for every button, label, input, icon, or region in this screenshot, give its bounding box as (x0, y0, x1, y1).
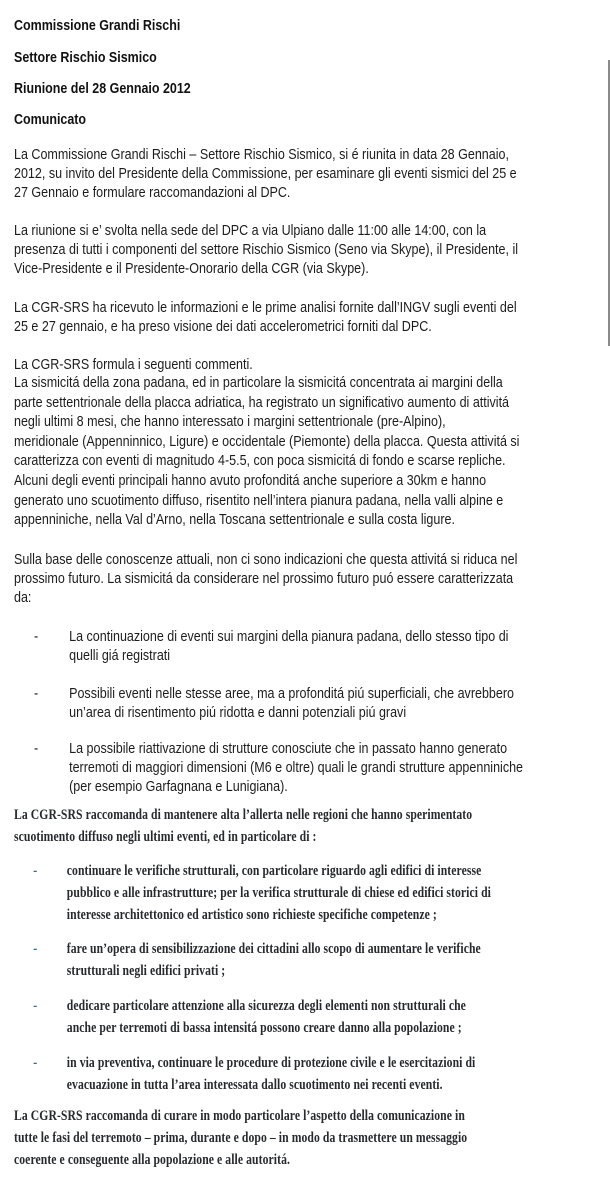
list-line: evacuazione in tutta l’area interessata dallo scuotimento nei recenti eventi. (66, 1077, 443, 1093)
paragraph-line: La CGR-SRS raccomanda di mantenere alta l’allerta nelle regioni che hanno sperimentato (14, 807, 473, 823)
paragraph-line: 27 Gennaio e formulare raccomandazioni al DPC. (14, 184, 291, 202)
paragraph-line: meridionale (Appenninnico, Ligure) e occidentale (Piemonte) della placca. Questa attivitá si (14, 432, 520, 450)
heading-sector: Settore Rischio Sismico (14, 50, 157, 66)
list-bullet: - (34, 740, 39, 757)
list-line: fare un’opera di sensibilizzazione dei cittadini allo scopo di aumentare le verifiche (66, 941, 481, 957)
list-bullet: - (33, 1055, 38, 1071)
list-line: La continuazione di eventi sui margini della pianura padana, dello stesso tipo di (69, 628, 509, 645)
paragraph-line: Alcuni degli eventi principali hanno avuto profonditá anche superiore a 30km e hanno (14, 471, 487, 489)
paragraph-line: negli ultimi 8 mesi, che hanno interessato i margini settentrionale (pre-Alpino), (14, 413, 446, 431)
paragraph-line: scuotimento diffuso negli ultimi eventi, ed in particolare di : (14, 829, 317, 845)
paragraph-line: generato uno scuotimento diffuso, risentito nell’intera pianura padana, nella valli alpine e (14, 491, 504, 509)
paragraph-line: 2012, su invito del Presidente della Commissione, per esaminare gli eventi sismici del 25 e (14, 165, 517, 183)
paragraph-line: La sismicitá della zona padana, ed in particolare la sismicitá concentrata ai margini della (14, 374, 503, 391)
list-line: un’area di risentimento piú ridotta e danni potenziali piú gravi (69, 704, 407, 722)
paragraph-line: coerente e conseguente alla popolazione e alle autoritá. (14, 1152, 290, 1168)
list-bullet: - (33, 998, 38, 1014)
paragraph-line: tutte le fasi del terremoto – prima, durante e dopo – in modo da trasmettere un messaggio (14, 1130, 468, 1146)
paragraph-line: La CGR-SRS ha ricevuto le informazioni e le prime analisi fornite dall’INGV sugli eventi del (14, 299, 517, 316)
list-line: (per esempio Garfagnana e Lunigiana). (69, 778, 288, 796)
list-line: interesse architettonico ed artistico sono richieste specifiche competenze ; (66, 907, 437, 923)
paragraph-line: presenza di tutti i componenti del settore Rischio Sismico (Seno via Skype), il Presidente, il (14, 241, 519, 259)
list-line: strutturali negli edifici privati ; (66, 963, 226, 979)
paragraph-closing (14, 1105, 558, 1171)
list-line: Possibili eventi nelle stesse aree, ma a profonditá piú superficiali, che avrebbero (69, 685, 514, 702)
paragraph-line: da: (14, 589, 32, 607)
paragraph-line: Sulla base delle conoscenze attuali, non ci sono indicazioni che questa attivitá si riduca nel (14, 551, 518, 568)
heading-commission: Commissione Grandi Rischi (14, 18, 181, 34)
paragraph-line: La CGR-SRS formula i seguenti commenti. (14, 356, 253, 373)
list-line: pubblico e alle infrastrutture; per la verifica strutturale di chiese ed edifici storici di (66, 885, 491, 901)
paragraph-line: parte settentrionale della placca adriatica, ha registrato un significativo aumento di attivitá (14, 393, 510, 411)
paragraph-line: 25 e 27 gennaio, e ha preso visione dei dati accelerometrici forniti dal DPC. (14, 318, 432, 336)
list-line: dedicare particolare attenzione alla sicurezza degli elementi non strutturali che (66, 998, 466, 1014)
list-line: continuare le verifiche strutturali, con particolare riguardo agli edifici di interesse (66, 863, 482, 879)
paragraph-line: La CGR-SRS raccomanda di curare in modo particolare l’aspetto della comunicazione in (14, 1108, 465, 1124)
paragraph-line: prossimo futuro. La sismicitá da considerare nel prossimo futuro puó essere caratterizzata (14, 570, 514, 588)
paragraph-line: caratterizza con eventi di magnitudo 4-5.5, con poca sismicitá di fondo e scarse repliche. (14, 452, 506, 470)
list-line: terremoti di maggiori dimensioni (M6 e oltre) quali le grandi strutture appenniniche (69, 759, 524, 777)
page-edge-line (608, 60, 610, 346)
paragraph-intro (14, 145, 582, 203)
paragraph-line: La riunione si e’ svolta nella sede del DPC a via Ulpiano dalle 11:00 alle 14:00, con la (14, 222, 487, 239)
list-bullet: - (33, 863, 38, 879)
list-bullet: - (33, 941, 38, 957)
heading-meeting-date: Riunione del 28 Gennaio 2012 (14, 81, 191, 97)
paragraph-seismicity (14, 373, 582, 530)
paragraph-forecast (14, 550, 582, 608)
paragraph-line: appenniniche, nella Val d’Arno, nella Toscana settentrionale e sulla costa ligure. (14, 511, 455, 529)
list-line: in via preventiva, continuare le procedure di protezione civile e le esercitazioni di (66, 1055, 476, 1071)
paragraph-line: Vice-Presidente e il Presidente-Onorario della CGR (via Skype). (14, 260, 369, 278)
heading-communique: Comunicato (14, 112, 87, 128)
paragraph-line: La Commissione Grandi Rischi – Settore Rischio Sismico, si é riunita in data 28 Gennaio, (14, 146, 509, 163)
list-line: La possibile riattivazione di strutture conosciute che in passato hanno generato (69, 740, 508, 757)
paragraph-recommendation-intro (14, 804, 558, 848)
paragraph-meeting (14, 221, 582, 279)
list-line: quelli giá registrati (69, 647, 171, 665)
paragraph-information (14, 298, 582, 336)
list-bullet: - (34, 628, 39, 645)
paragraph-comments (14, 355, 582, 374)
list-bullet: - (34, 685, 39, 702)
list-line: anche per terremoti di bassa intensitá possono creare danno alla popolazione ; (66, 1020, 462, 1036)
